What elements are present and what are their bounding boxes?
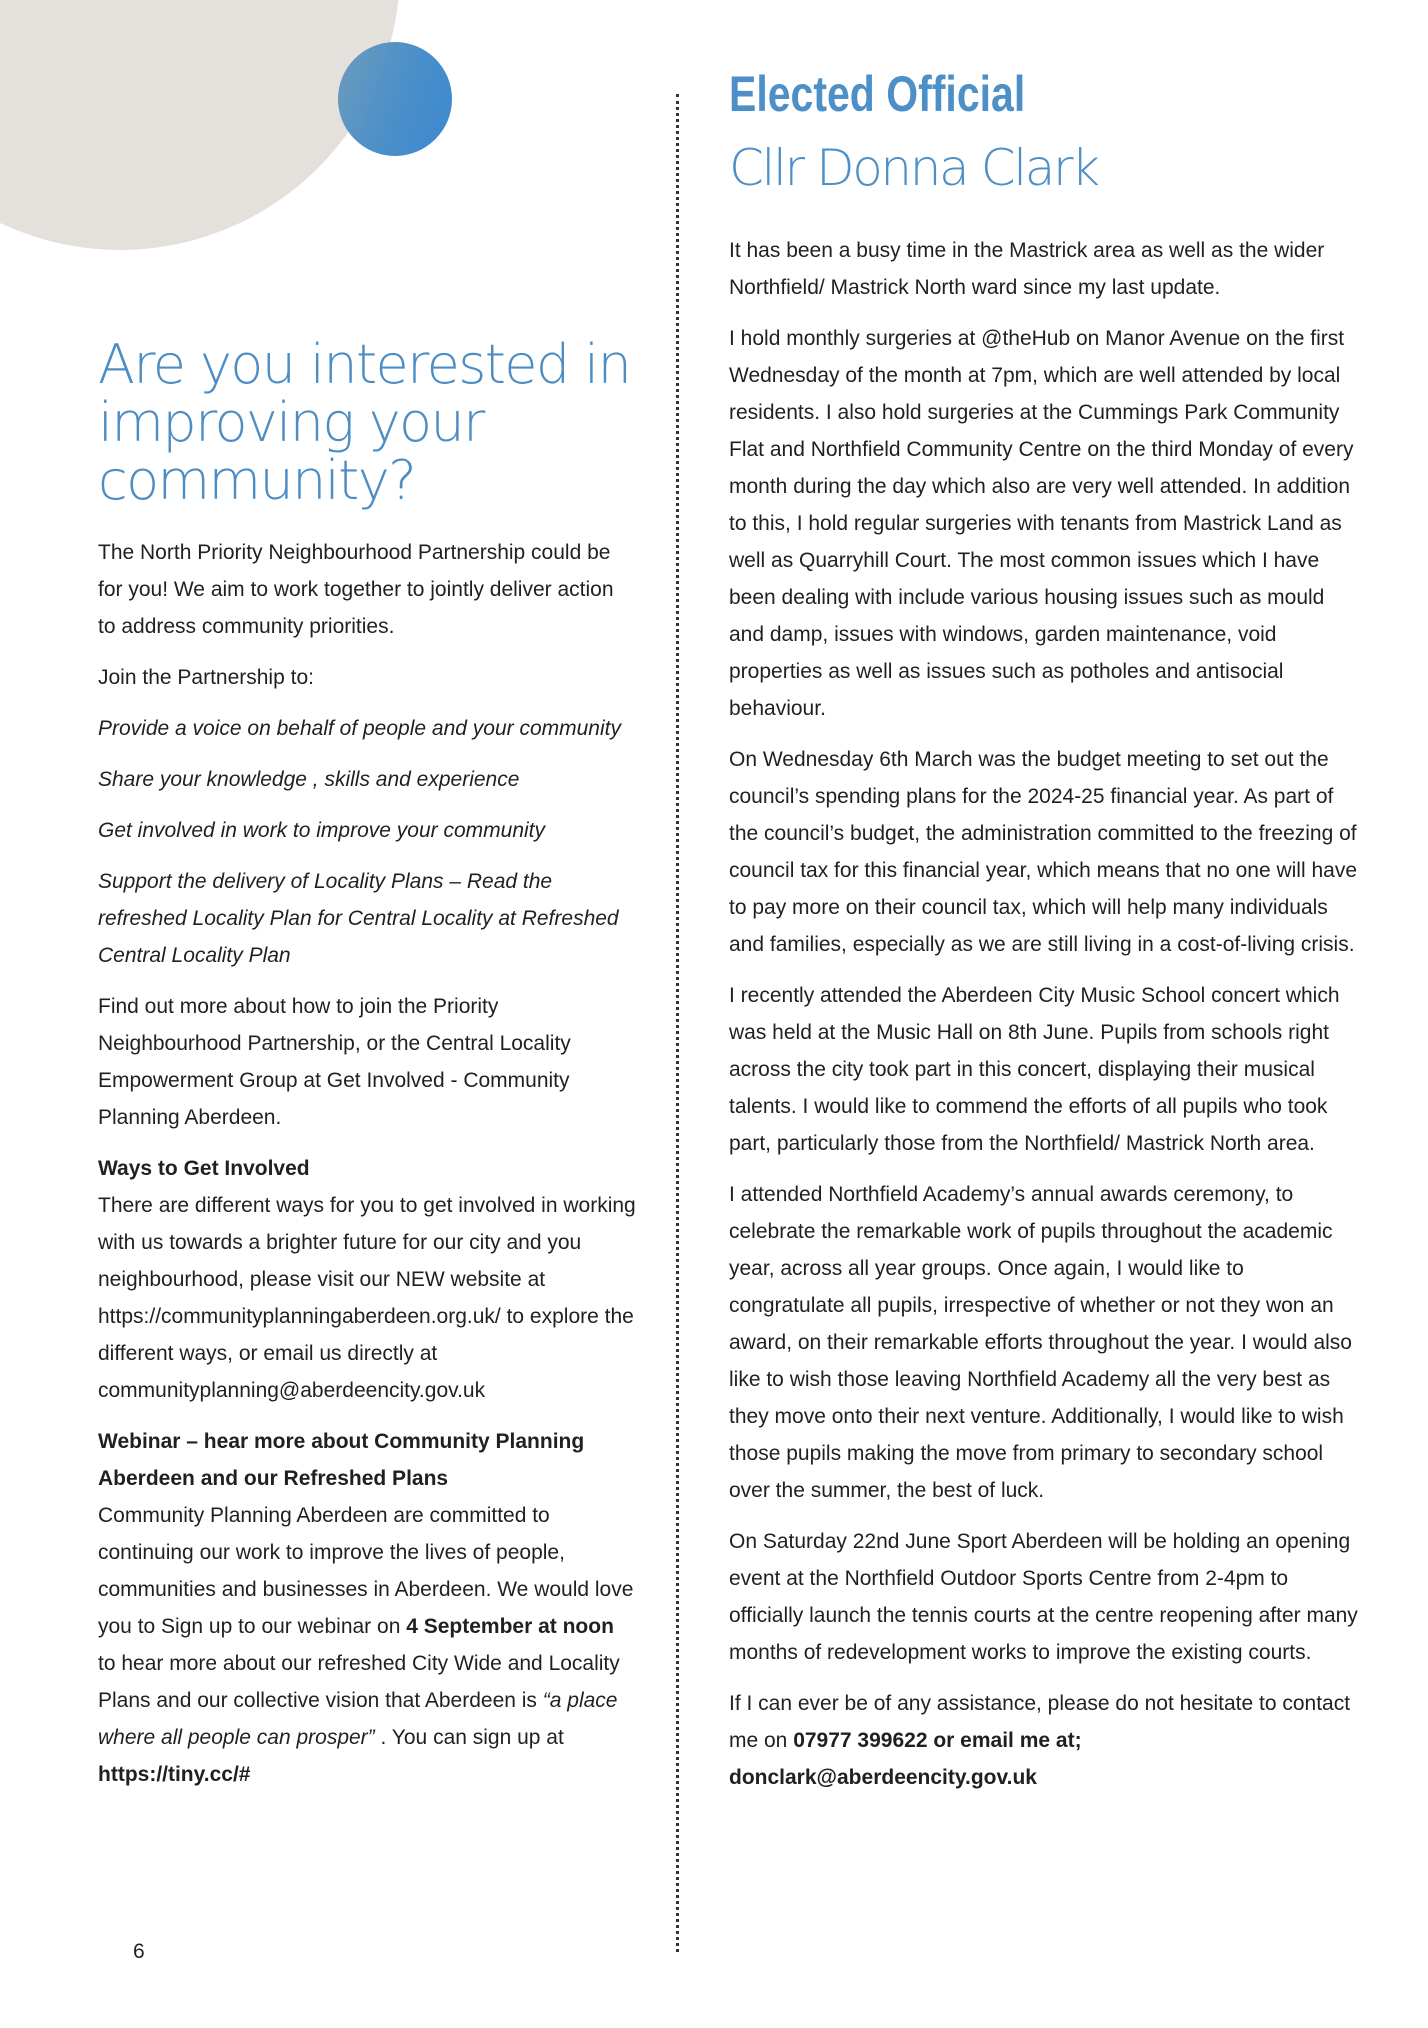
intro-text: The North Priority Neighbourhood Partnership could be for you! We aim to work together to jointly deliver action to address community priorities. (98, 541, 614, 638)
bullet-item: Share your knowledge , skills and experience (98, 768, 520, 791)
contact-paragraph (729, 1685, 1359, 1796)
body-paragraph: On Wednesday 6th March was the budget meeting to set out the council’s spending plans for the 2024-25 financial year. As part of the council’s budget, the administration committed to the freezing of council tax for this financial year, which means that no one will have to pay more on their council tax, which will help many individuals and families, especially as we are still living in a cost-of-living crisis. (729, 748, 1358, 956)
column-divider (676, 94, 679, 1952)
webinar-date: 4 September at noon (406, 1615, 614, 1638)
bullet-item: Get involved in work to improve your community (98, 819, 545, 842)
left-column (98, 333, 636, 1807)
webinar-text-2: to hear more about our refreshed City Wide and Locality Plans and our collective vision that Aberdeen is (98, 1652, 620, 1712)
contact-text: If I can ever be of any assistance, please do not hesitate to contact me on (729, 1692, 1351, 1752)
webinar-text-1: Community Planning Aberdeen are committed to continuing our work to improve the lives of people, communities and businesses in Aberdeen. We would love you to Sign up to our webinar on (98, 1504, 634, 1638)
ways-heading: Ways to Get Involved (98, 1157, 310, 1180)
page-number: 6 (133, 1940, 145, 1963)
find-out-text: Find out more about how to join the Priority Neighbourhood Partnership, or the Central Locality Empowerment Group at Get Involved - Community Planning Aberdeen. (98, 995, 571, 1129)
right-column (729, 60, 1359, 1810)
join-label: Join the Partnership to: (98, 666, 314, 689)
bullet-item: Provide a voice on behalf of people and your community (98, 717, 621, 740)
councillor-name: Cllr Donna Clark (729, 139, 1098, 197)
bullet-item: Support the delivery of Locality Plans – Read the refreshed Locality Plan for Central Locality at Refreshed Central Locality Plan (98, 870, 619, 967)
section-title: Elected Official (729, 66, 1026, 122)
decorative-grey-circle (0, 0, 400, 250)
webinar-link[interactable]: https://tiny.cc/# (98, 1763, 251, 1786)
body-paragraph: On Saturday 22nd June Sport Aberdeen will be holding an opening event at the Northfield Outdoor Sports Centre from 2-4pm to officially launch the tennis courts at the centre reopening after many months of redevelopment works to improve the existing courts. (729, 1530, 1358, 1664)
body-paragraph: I hold monthly surgeries at @theHub on Manor Avenue on the first Wednesday of the month at 7pm, which are well attended by local residents. I also hold surgeries at the Cummings Park Community Flat and Northfield Community Centre on the third Monday of every month during the day which also are very well attended. In addition to this, I hold regular surgeries with tenants from Mastrick Land as well as Quarryhill Court. The most common issues which I have been dealing with include various housing issues such as mould and damp, issues with windows, garden maintenance, void properties as well as issues such as potholes and antisocial behaviour. (729, 327, 1354, 720)
body-paragraph: It has been a busy time in the Mastrick area as well as the wider Northfield/ Mastrick North ward since my last update. (729, 239, 1325, 299)
left-heading: Are you interested in improving your community? (98, 333, 631, 512)
webinar-quote: “a place where all people can prosper” (98, 1689, 618, 1749)
body-paragraph: I attended Northfield Academy’s annual awards ceremony, to celebrate the remarkable work of pupils throughout the academic year, across all year groups. Once again, I would like to congratulate all pupils, irrespective of whether or not they won an award, on their remarkable efforts throughout the year. I would also like to wish those leaving Northfield Academy all the very best as they move onto their next venture. Additionally, I would like to wish those pupils making the move from primary to secondary school over the summer, the best of luck. (729, 1183, 1352, 1502)
webinar-heading: Webinar – hear more about Community Planning Aberdeen and our Refreshed Plans (98, 1430, 585, 1490)
webinar-text-3: . You can sign up at (374, 1726, 564, 1749)
contact-details[interactable]: 07977 399622 or email me at; donclark@aberdeencity.gov.uk (729, 1729, 1082, 1789)
decorative-blue-circle (338, 42, 452, 156)
webinar-text (98, 1497, 636, 1793)
ways-text: There are different ways for you to get involved in working with us towards a brighter future for our city and you neighbourhood, please visit our NEW website at https://communityplanningaberdeen.org.uk/ to explore the different ways, or email us directly at communityplanning@aberdeencity.gov.uk (98, 1194, 636, 1402)
body-paragraph: I recently attended the Aberdeen City Music School concert which was held at the Music Hall on 8th June. Pupils from schools right across the city took part in this concert, displaying their musical talents. I would like to commend the efforts of all pupils who took part, particularly those from the Northfield/ Mastrick North area. (729, 984, 1340, 1155)
